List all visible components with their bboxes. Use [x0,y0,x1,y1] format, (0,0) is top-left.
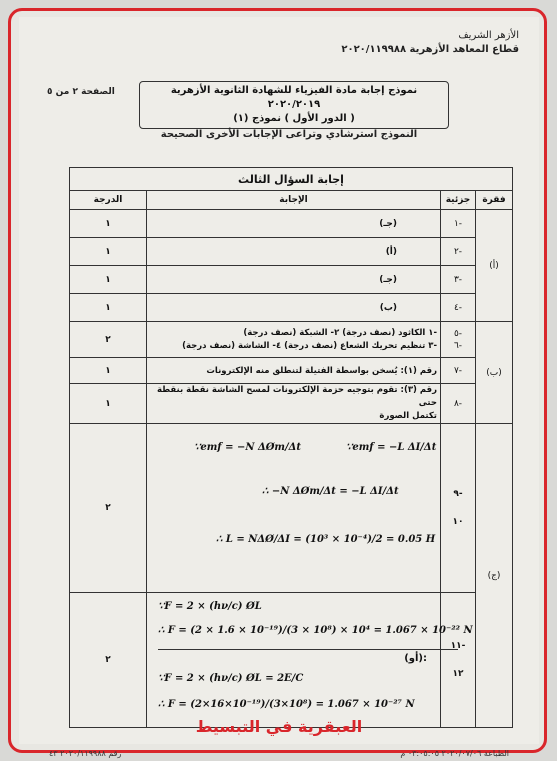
table-row [70,384,513,424]
table-row [70,322,513,358]
col-header-score: الدرجة [70,191,147,210]
answer-choice: (أ) [385,246,397,257]
score-value: ١ [70,384,147,424]
table-row [70,424,513,593]
score-value: ٢ [70,593,147,728]
answer-choice: (جـ) [379,218,397,229]
part-b-label: (ب) [476,322,513,424]
table-row [70,294,513,322]
page-number: الصفحة ٢ من ٥ [47,87,115,97]
footer-ref: رقم ٢٠٢٠/١١٩٩٨٨ ٤٣ [49,749,122,758]
sub-number: ١٢ [452,669,464,679]
answer-line: رقم (٣): تقوم بتوجيه حزمة الإلكترونات لمسح الشاشة نقطة بنقطة حتى [157,385,437,408]
answer-choice: (جـ) [379,274,397,285]
sub-number: -٩ [453,489,463,499]
equation-line: ∵F = 2 × (hν/c) ØL = 2E/C [158,673,304,684]
part-a-label: (أ) [476,210,513,322]
equation-line: ∴ F = (2 × 1.6 × 10⁻¹⁹)/(3 × 10⁸) × 10⁴ = 1.067 × 10⁻²² N [158,625,473,636]
exam-title-line1: نموذج إجابة مادة الفيزياء للشهادة الثانوية الأزهرية ٢٠٢٠/٢٠١٩ [170,85,418,110]
table-row [70,358,513,384]
equation-block-inductance [147,424,441,593]
score-value: ١ [70,210,147,238]
equation-line: ∴ L = NΔØ/ΔI = (10³ × 10⁻⁴)/2 = 0.05 H [216,534,436,545]
red-frame [8,8,547,758]
sub-number: -٥ -٦ [441,322,476,358]
score-value: ٢ [70,424,147,593]
score-value: ١ [70,358,147,384]
separator-line [158,649,458,650]
equation-line: ∵F = 2 × (hν/c) ØL [158,601,262,612]
sub-number: ١٠ [452,517,464,527]
table-row [70,210,513,238]
ref-number: ٢٠٢٠/١١٩٩٨٨ [341,44,407,55]
table-row [70,238,513,266]
exam-page [19,17,539,758]
part-c-label: (ج) [476,424,513,728]
exam-title-line2: ( الدور الأول ) نموذج (١) [233,113,355,124]
score-value: ١ [70,266,147,294]
watermark-text: العبقرية في التبسيط [195,717,363,736]
or-label: (أو): [404,653,427,664]
answer-table [69,167,513,728]
col-header-answer: الإجابة [147,191,441,210]
sub-number: -٤ [441,294,476,322]
table-row [70,593,513,728]
institution-name: الأزهر الشريف [458,30,519,41]
equation-line: ∴ −N ΔØm/Δt = −L ΔI/Δt [262,486,399,497]
answer-line: -١ الكاثود (نصف درجة) ٢- الشبكة (نصف درجة) [243,327,437,338]
sector-name: قطاع المعاهد الأزهرية [409,44,519,55]
equation-line: ∵emf = −L ΔI/Δt [346,442,437,453]
equation-line: ∴ F = (2×16×10⁻¹⁹)/(3×10⁸) = 1.067 × 10⁻²⁷ N [158,699,415,710]
table-row [70,266,513,294]
col-header-part: فقرة [476,191,513,210]
section-title: إجابة السؤال الثالث [70,168,513,191]
sub-number: -١ [441,210,476,238]
sub-number: -٨ [441,384,476,424]
score-value: ١ [70,238,147,266]
sub-number: -١١ [450,641,466,651]
answer-choice: (ب) [379,302,397,313]
sub-number: -٧ [441,358,476,384]
score-value: ٢ [70,322,147,358]
answer-line: تكتمل الصورة [379,411,437,421]
col-header-sub: جزئية [441,191,476,210]
answer-line: -٣ تنظيم تحريك الشعاع (نصف درجة) ٤- الشاشة (نصف درجة) [182,340,437,351]
guidance-subtitle: النموذج استرشادي وتراعى الإجابات الأخرى الصحيحة [160,129,418,140]
sub-number: -٣ [441,266,476,294]
score-value: ١ [70,294,147,322]
sub-number: -٢ [441,238,476,266]
equation-line: ∵emf = −N ΔØm/Δt [194,442,302,453]
footer-print-date: الطباعة ٢٠٢٠/٠٧/٠٦ ٠٣:٠٥:٠٥ م [400,749,509,758]
exam-title-box [139,81,449,129]
header-institution-block [341,29,519,57]
answer-line: رقم (١): يُسخن بواسطة الفتيلة لتنطلق منه الإلكترونات [206,365,437,376]
